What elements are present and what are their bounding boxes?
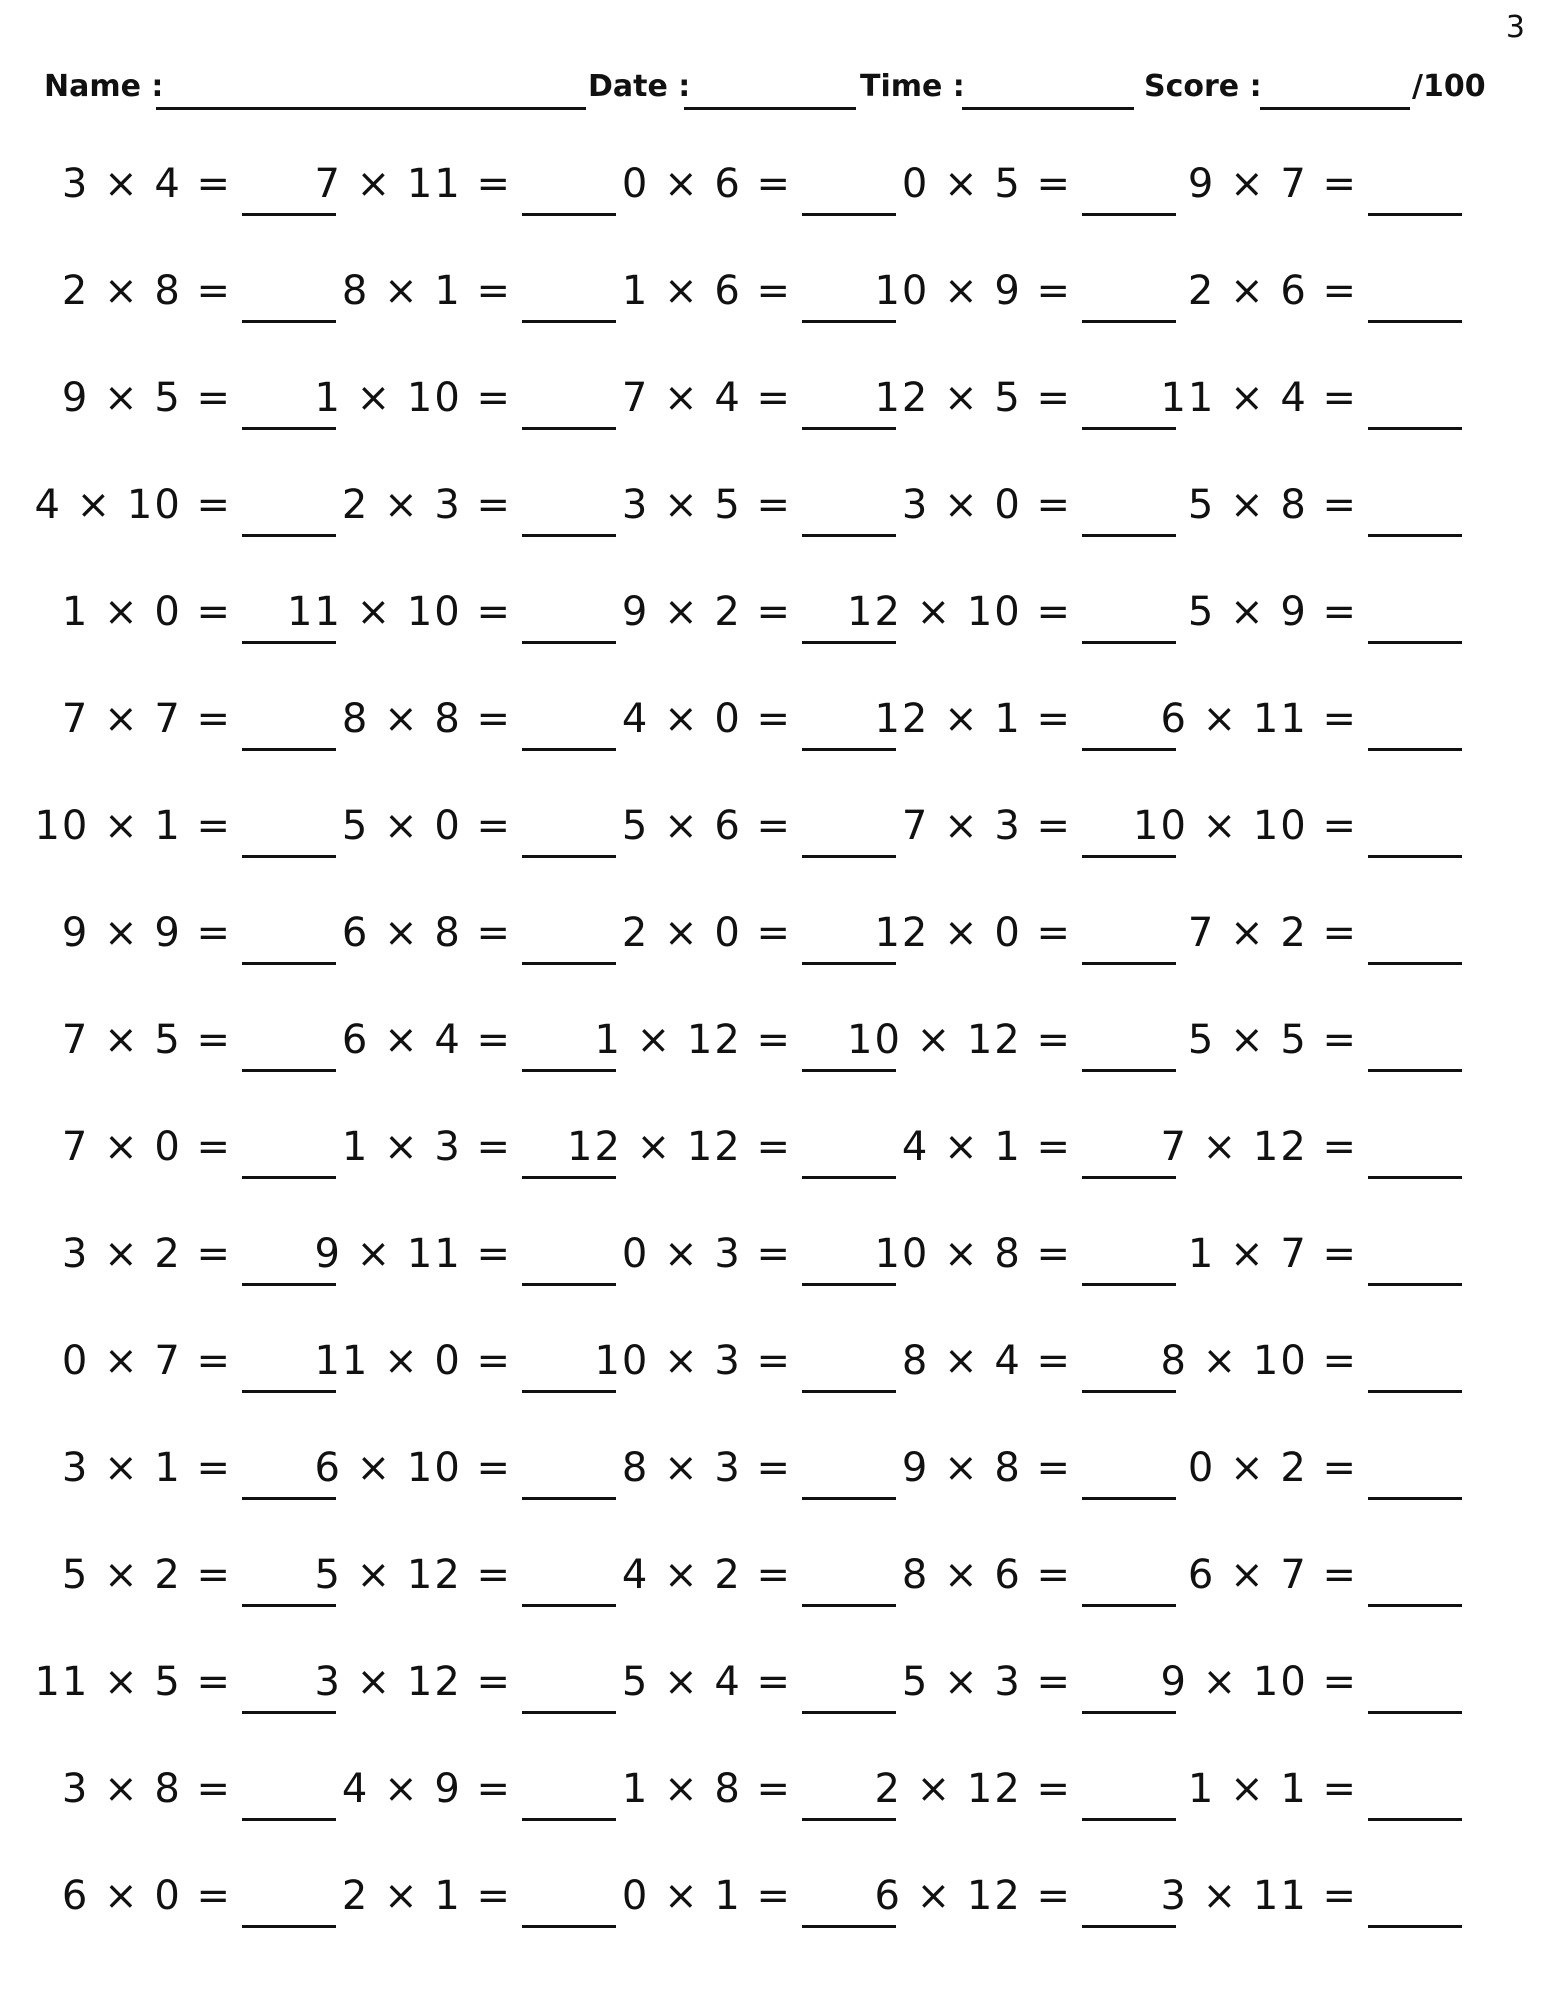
answer-blank[interactable] (1082, 1604, 1176, 1607)
answer-blank[interactable] (1082, 534, 1176, 537)
problem (0, 1007, 1462, 1067)
problem (0, 472, 1462, 532)
answer-blank[interactable] (1082, 1925, 1176, 1928)
problem-row (0, 686, 1545, 793)
answer-blank[interactable] (1082, 1283, 1176, 1286)
problem-equation: 5 × 4 = (621, 1659, 792, 1705)
answer-blank[interactable] (802, 962, 896, 965)
answer-blank[interactable] (522, 1711, 616, 1714)
answer-blank[interactable] (242, 855, 336, 858)
answer-blank[interactable] (1082, 962, 1176, 965)
problem-equation: 5 × 9 = (1187, 589, 1358, 635)
answer-blank[interactable] (1368, 1497, 1462, 1500)
problem-equation: 7 × 12 = (1160, 1124, 1358, 1170)
problem-row (0, 472, 1545, 579)
answer-blank[interactable] (802, 641, 896, 644)
problem-equation: 11 × 4 = (1160, 375, 1358, 421)
answer-blank[interactable] (242, 748, 336, 751)
problem-equation: 9 × 9 = (61, 910, 232, 956)
answer-blank[interactable] (1368, 1925, 1462, 1928)
answer-blank[interactable] (802, 748, 896, 751)
problem-row (0, 1328, 1545, 1435)
answer-blank[interactable] (1368, 1176, 1462, 1179)
answer-blank[interactable] (522, 534, 616, 537)
problem-equation: 1 × 6 = (621, 268, 792, 314)
problem-equation: 6 × 11 = (1160, 696, 1358, 742)
answer-blank[interactable] (522, 855, 616, 858)
answer-blank[interactable] (522, 1283, 616, 1286)
problem (0, 1435, 1462, 1495)
problem-equation: 2 × 8 = (61, 268, 232, 314)
multiplication-grid (0, 151, 1545, 1970)
problem-equation: 9 × 11 = (314, 1231, 512, 1277)
problem-equation: 4 × 10 = (34, 482, 232, 528)
problem-equation: 7 × 5 = (61, 1017, 232, 1063)
answer-blank[interactable] (1368, 1390, 1462, 1393)
problem-equation: 6 × 10 = (314, 1445, 512, 1491)
answer-blank[interactable] (802, 1283, 896, 1286)
problem-equation: 10 × 8 = (874, 1231, 1072, 1277)
answer-blank[interactable] (1082, 748, 1176, 751)
problem-equation: 9 × 2 = (621, 589, 792, 635)
problem (0, 151, 1462, 211)
problem (0, 686, 1462, 746)
answer-blank[interactable] (242, 1176, 336, 1179)
page-number: 3 (1505, 10, 1525, 45)
problem-equation: 0 × 1 = (621, 1873, 792, 1919)
problem (0, 793, 1462, 853)
problem-equation: 1 × 3 = (341, 1124, 512, 1170)
problem-equation: 1 × 0 = (61, 589, 232, 635)
answer-blank[interactable] (802, 427, 896, 430)
problem-equation: 2 × 0 = (621, 910, 792, 956)
problem-equation: 5 × 2 = (61, 1552, 232, 1598)
problem (0, 258, 1462, 318)
answer-blank[interactable] (802, 534, 896, 537)
problem-equation: 12 × 5 = (874, 375, 1072, 421)
problem-equation: 6 × 8 = (341, 910, 512, 956)
answer-blank[interactable] (1368, 320, 1462, 323)
answer-blank[interactable] (802, 1497, 896, 1500)
problem-equation: 5 × 8 = (1187, 482, 1358, 528)
answer-blank[interactable] (1082, 1069, 1176, 1072)
answer-blank[interactable] (802, 1604, 896, 1607)
name-label: Name : (44, 69, 164, 104)
problem-equation: 10 × 1 = (34, 803, 232, 849)
answer-blank[interactable] (1082, 213, 1176, 216)
score-field[interactable] (1260, 107, 1410, 110)
problem-equation: 12 × 10 = (847, 589, 1072, 635)
problem-row (0, 793, 1545, 900)
problem-equation: 6 × 4 = (341, 1017, 512, 1063)
answer-blank[interactable] (802, 1176, 896, 1179)
problem-equation: 0 × 3 = (621, 1231, 792, 1277)
time-label: Time : (860, 69, 965, 104)
problem-equation: 0 × 7 = (61, 1338, 232, 1384)
answer-blank[interactable] (242, 213, 336, 216)
problem-equation: 0 × 5 = (901, 161, 1072, 207)
problem-row (0, 579, 1545, 686)
answer-blank[interactable] (522, 962, 616, 965)
answer-blank[interactable] (1368, 1283, 1462, 1286)
problem (0, 365, 1462, 425)
answer-blank[interactable] (522, 1176, 616, 1179)
problem (0, 1221, 1462, 1281)
problem-equation: 5 × 5 = (1187, 1017, 1358, 1063)
answer-blank[interactable] (242, 1925, 336, 1928)
answer-blank[interactable] (1082, 1497, 1176, 1500)
answer-blank[interactable] (522, 320, 616, 323)
problem-equation: 7 × 4 = (621, 375, 792, 421)
answer-blank[interactable] (802, 1818, 896, 1821)
problem-equation: 3 × 4 = (61, 161, 232, 207)
problem-equation: 9 × 7 = (1187, 161, 1358, 207)
problem-equation: 3 × 2 = (61, 1231, 232, 1277)
problem (0, 1114, 1462, 1174)
problem-equation: 8 × 3 = (621, 1445, 792, 1491)
answer-blank[interactable] (1368, 1604, 1462, 1607)
problem-row (0, 1756, 1545, 1863)
date-label: Date : (588, 69, 691, 104)
score-label: Score : (1144, 69, 1262, 104)
problem-equation: 3 × 0 = (901, 482, 1072, 528)
problem-equation: 7 × 0 = (61, 1124, 232, 1170)
answer-blank[interactable] (802, 1711, 896, 1714)
problem-row (0, 1649, 1545, 1756)
problem-row (0, 1542, 1545, 1649)
problem-equation: 4 × 2 = (621, 1552, 792, 1598)
answer-blank[interactable] (522, 1497, 616, 1500)
answer-blank[interactable] (242, 962, 336, 965)
problem-equation: 2 × 6 = (1187, 268, 1358, 314)
problem-equation: 4 × 0 = (621, 696, 792, 742)
answer-blank[interactable] (1368, 748, 1462, 751)
answer-blank[interactable] (802, 213, 896, 216)
problem-equation: 2 × 1 = (341, 1873, 512, 1919)
answer-blank[interactable] (1368, 213, 1462, 216)
problem-equation: 9 × 8 = (901, 1445, 1072, 1491)
answer-blank[interactable] (242, 1069, 336, 1072)
answer-blank[interactable] (1368, 1818, 1462, 1821)
problem-row (0, 1863, 1545, 1970)
answer-blank[interactable] (802, 1069, 896, 1072)
problem-row (0, 258, 1545, 365)
problem-row (0, 900, 1545, 1007)
time-field[interactable] (962, 107, 1134, 110)
answer-blank[interactable] (1082, 427, 1176, 430)
problem-equation: 2 × 3 = (341, 482, 512, 528)
problem-equation: 2 × 12 = (874, 1766, 1072, 1812)
answer-blank[interactable] (802, 855, 896, 858)
problem-row (0, 1435, 1545, 1542)
problem-equation: 3 × 5 = (621, 482, 792, 528)
problem-equation: 6 × 0 = (61, 1873, 232, 1919)
answer-blank[interactable] (522, 213, 616, 216)
answer-blank[interactable] (1082, 320, 1176, 323)
problem-row (0, 1221, 1545, 1328)
problem-equation: 10 × 9 = (874, 268, 1072, 314)
problem-equation: 7 × 2 = (1187, 910, 1358, 956)
answer-blank[interactable] (802, 1925, 896, 1928)
problem-equation: 5 × 12 = (314, 1552, 512, 1598)
worksheet-header (44, 60, 1494, 110)
answer-blank[interactable] (242, 1497, 336, 1500)
answer-blank[interactable] (522, 1604, 616, 1607)
problem (0, 900, 1462, 960)
problem-equation: 8 × 10 = (1160, 1338, 1358, 1384)
answer-blank[interactable] (522, 1390, 616, 1393)
answer-blank[interactable] (242, 1390, 336, 1393)
problem-equation: 7 × 3 = (901, 803, 1072, 849)
problem-equation: 6 × 12 = (874, 1873, 1072, 1919)
problem-equation: 5 × 3 = (901, 1659, 1072, 1705)
problem-equation: 9 × 5 = (61, 375, 232, 421)
answer-blank[interactable] (1368, 641, 1462, 644)
answer-blank[interactable] (242, 427, 336, 430)
answer-blank[interactable] (1368, 962, 1462, 965)
answer-blank[interactable] (1368, 427, 1462, 430)
problem-equation: 7 × 11 = (314, 161, 512, 207)
problem-equation: 3 × 11 = (1160, 1873, 1358, 1919)
problem (0, 1649, 1462, 1709)
problem-equation: 8 × 4 = (901, 1338, 1072, 1384)
name-field[interactable] (156, 107, 586, 110)
problem-equation: 10 × 3 = (594, 1338, 792, 1384)
problem-equation: 6 × 7 = (1187, 1552, 1358, 1598)
problem-equation: 11 × 10 = (287, 589, 512, 635)
answer-blank[interactable] (1082, 1176, 1176, 1179)
problem-equation: 1 × 10 = (314, 375, 512, 421)
answer-blank[interactable] (522, 427, 616, 430)
problem-row (0, 1007, 1545, 1114)
problem (0, 1863, 1462, 1923)
answer-blank[interactable] (242, 1711, 336, 1714)
answer-blank[interactable] (522, 1925, 616, 1928)
problem-row (0, 1114, 1545, 1221)
problem-equation: 0 × 2 = (1187, 1445, 1358, 1491)
answer-blank[interactable] (1082, 1711, 1176, 1714)
answer-blank[interactable] (1082, 855, 1176, 858)
problem-equation: 5 × 0 = (341, 803, 512, 849)
problem (0, 1756, 1462, 1816)
problem (0, 579, 1462, 639)
answer-blank[interactable] (242, 641, 336, 644)
answer-blank[interactable] (522, 1069, 616, 1072)
problem-equation: 8 × 8 = (341, 696, 512, 742)
problem-equation: 1 × 12 = (594, 1017, 792, 1063)
answer-blank[interactable] (1082, 641, 1176, 644)
problem-equation: 3 × 8 = (61, 1766, 232, 1812)
problem-equation: 4 × 9 = (341, 1766, 512, 1812)
problem-equation: 1 × 1 = (1187, 1766, 1358, 1812)
answer-blank[interactable] (802, 1390, 896, 1393)
problem-equation: 10 × 10 = (1133, 803, 1358, 849)
answer-blank[interactable] (242, 1818, 336, 1821)
problem-equation: 8 × 6 = (901, 1552, 1072, 1598)
answer-blank[interactable] (522, 641, 616, 644)
answer-blank[interactable] (1368, 1069, 1462, 1072)
problem-row (0, 365, 1545, 472)
problem-row (0, 151, 1545, 258)
problem-equation: 10 × 12 = (847, 1017, 1072, 1063)
answer-blank[interactable] (242, 534, 336, 537)
answer-blank[interactable] (1368, 855, 1462, 858)
problem-equation: 11 × 5 = (34, 1659, 232, 1705)
answer-blank[interactable] (802, 320, 896, 323)
problem-equation: 1 × 7 = (1187, 1231, 1358, 1277)
answer-blank[interactable] (1368, 534, 1462, 537)
problem-equation: 5 × 6 = (621, 803, 792, 849)
answer-blank[interactable] (242, 1604, 336, 1607)
problem-equation: 9 × 10 = (1160, 1659, 1358, 1705)
problem-equation: 4 × 1 = (901, 1124, 1072, 1170)
answer-blank[interactable] (1368, 1711, 1462, 1714)
answer-blank[interactable] (1082, 1818, 1176, 1821)
problem-equation: 3 × 1 = (61, 1445, 232, 1491)
answer-blank[interactable] (522, 1818, 616, 1821)
date-field[interactable] (684, 107, 856, 110)
problem-equation: 7 × 7 = (61, 696, 232, 742)
score-total: /100 (1412, 69, 1486, 104)
answer-blank[interactable] (522, 748, 616, 751)
problem-equation: 12 × 0 = (874, 910, 1072, 956)
problem-equation: 3 × 12 = (314, 1659, 512, 1705)
problem-equation: 1 × 8 = (621, 1766, 792, 1812)
answer-blank[interactable] (1082, 1390, 1176, 1393)
problem (0, 1542, 1462, 1602)
problem-equation: 8 × 1 = (341, 268, 512, 314)
problem-equation: 11 × 0 = (314, 1338, 512, 1384)
problem-equation: 12 × 12 = (567, 1124, 792, 1170)
answer-blank[interactable] (242, 320, 336, 323)
problem-equation: 12 × 1 = (874, 696, 1072, 742)
problem-equation: 0 × 6 = (621, 161, 792, 207)
answer-blank[interactable] (242, 1283, 336, 1286)
problem (0, 1328, 1462, 1388)
